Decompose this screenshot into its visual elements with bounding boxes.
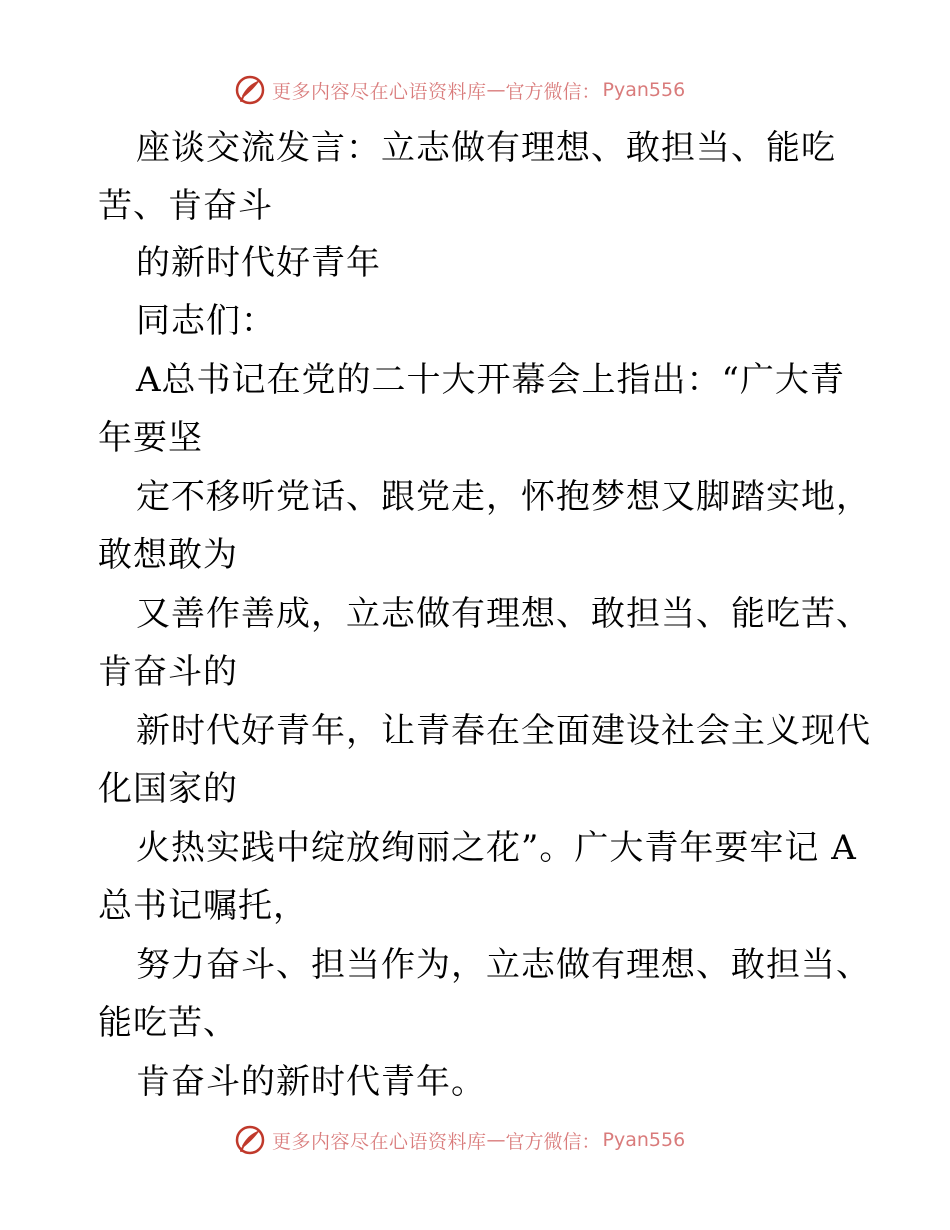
- quill-pen-icon: [234, 1124, 266, 1156]
- title-line-1: 座谈交流发言：立志做有理想、敢担当、能吃: [136, 128, 836, 168]
- watermark-separator: —: [486, 1129, 506, 1151]
- body-line: 化国家的: [98, 769, 238, 809]
- body-line: 肯奋斗的新时代青年。: [136, 1062, 486, 1102]
- body-line: 定不移听党话、跟党走，怀抱梦想又脚踏实地，: [136, 477, 871, 517]
- watermark-wechat-id: Pyan556: [602, 1129, 686, 1151]
- title-line-3: 的新时代好青年: [136, 243, 381, 283]
- watermark-wechat-label: 官方微信：: [505, 80, 601, 103]
- body-line: 年要坚: [98, 418, 203, 458]
- body-line: 敢想敢为: [98, 535, 238, 575]
- body-line: 努力奋斗、担当作为，立志做有理想、敢担当、: [136, 945, 871, 985]
- watermark-separator: —: [486, 79, 506, 101]
- body-line: 火热实践中绽放绚丽之花”。广大青年要牢记 A: [136, 828, 857, 868]
- salutation: 同志们：: [136, 301, 276, 341]
- watermark-site-text: 更多内容尽在心语资料库: [272, 80, 487, 103]
- title-line-2: 苦、肯奋斗: [98, 186, 273, 226]
- body-line: 能吃苦、: [98, 1003, 238, 1043]
- body-line: 肯奋斗的: [98, 652, 238, 692]
- body-line: 总书记嘱托，: [98, 886, 308, 926]
- watermark-wechat-id: Pyan556: [602, 79, 686, 101]
- watermark-banner-bottom: [234, 1122, 714, 1158]
- watermark-site-text: 更多内容尽在心语资料库: [272, 1130, 487, 1153]
- body-line: A总书记在党的二十大开幕会上指出：“广大青: [136, 360, 845, 400]
- body-line: 又善作善成，立志做有理想、敢担当、能吃苦、: [136, 594, 871, 634]
- watermark-wechat-label: 官方微信：: [505, 1130, 601, 1153]
- body-line: 新时代好青年，让青春在全面建设社会主义现代: [136, 711, 871, 751]
